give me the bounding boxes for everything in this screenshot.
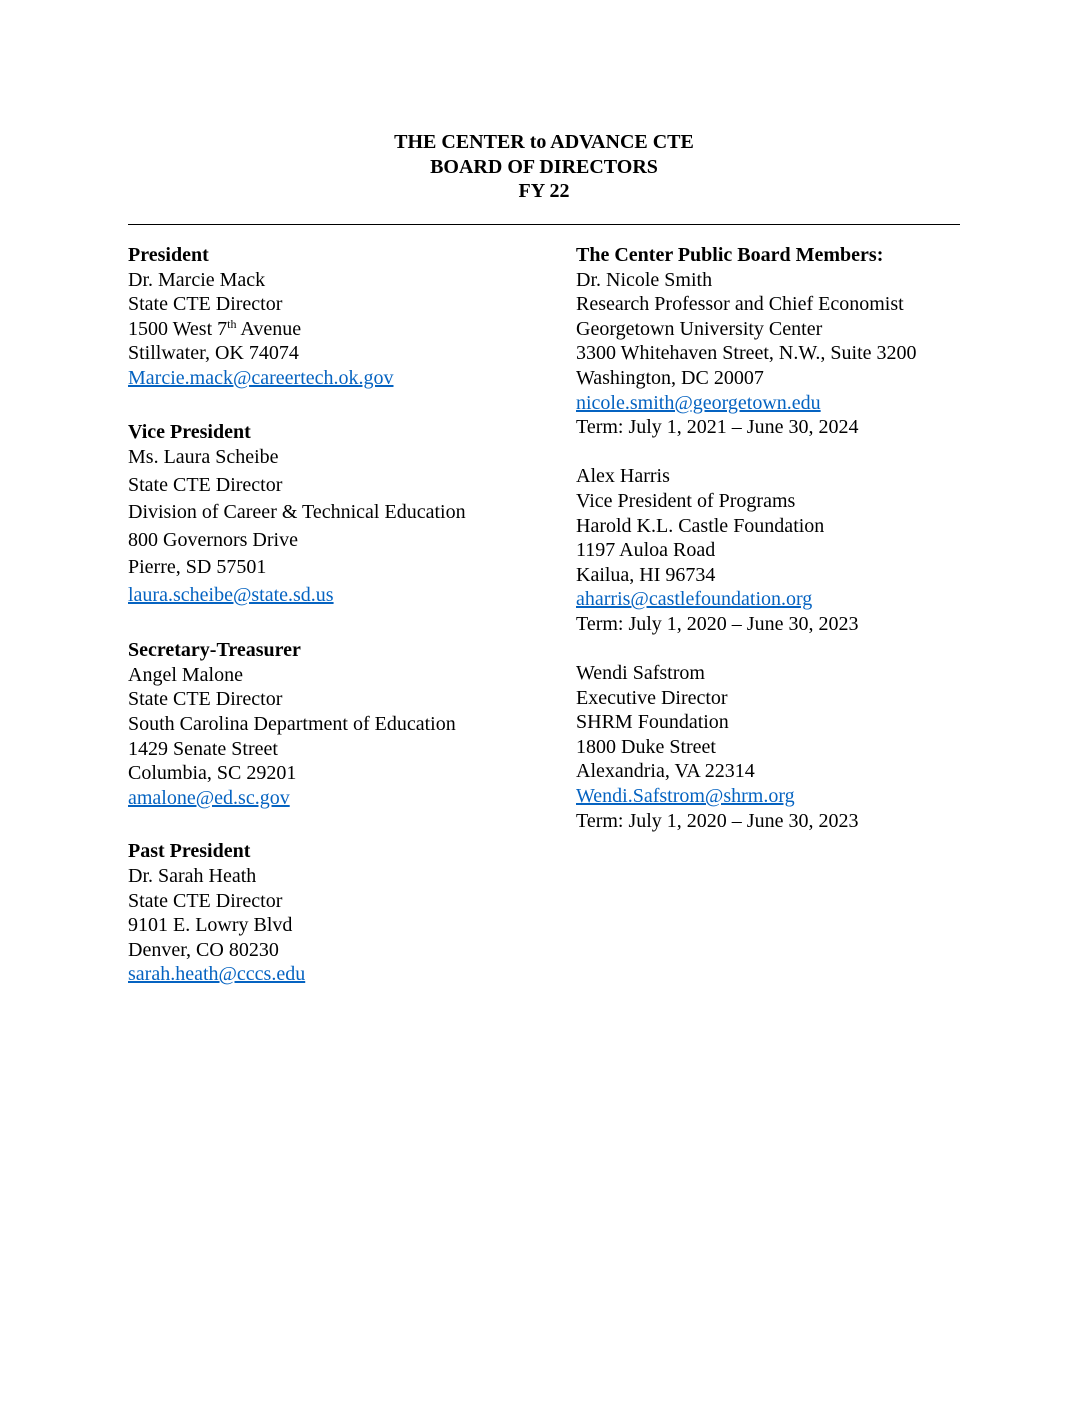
member-term: Term: July 1, 2021 – June 30, 2024 <box>576 416 859 439</box>
vice-president-city: Pierre, SD 57501 <box>128 556 267 579</box>
president-address-number: 1500 West 7 <box>128 317 228 340</box>
secretary-treasurer-org: South Carolina Department of Education <box>128 712 456 735</box>
spacer <box>576 440 996 465</box>
document-header <box>0 130 1088 204</box>
spacer <box>128 391 558 420</box>
president-address-street: Avenue <box>236 317 302 340</box>
member-name: Dr. Nicole Smith <box>576 268 713 291</box>
president-email-link[interactable]: Marcie.mack@careertech.ok.gov <box>128 366 394 389</box>
board-title: BOARD OF DIRECTORS <box>430 155 658 178</box>
past-president-city: Denver, CO 80230 <box>128 938 279 961</box>
secretary-treasurer-heading: Secretary-Treasurer <box>128 639 301 662</box>
president-heading: President <box>128 244 209 266</box>
member-title: Vice President of Programs <box>576 489 796 512</box>
past-president-block <box>128 839 558 987</box>
president-title: State CTE Director <box>128 293 283 316</box>
vice-president-name: Ms. Laura Scheibe <box>128 446 279 469</box>
secretary-treasurer-block <box>128 638 558 810</box>
officers-column <box>128 243 558 987</box>
president-name: Dr. Marcie Mack <box>128 268 266 291</box>
spacer <box>576 637 996 662</box>
secretary-treasurer-city: Columbia, SC 29201 <box>128 762 297 785</box>
president-block <box>128 243 558 391</box>
member-city: Alexandria, VA 22314 <box>576 760 755 783</box>
member-term: Term: July 1, 2020 – June 30, 2023 <box>576 809 859 832</box>
secretary-treasurer-title: State CTE Director <box>128 688 283 711</box>
member-block <box>576 464 996 636</box>
secretary-treasurer-address: 1429 Senate Street <box>128 737 278 760</box>
member-org: Georgetown University Center <box>576 317 823 340</box>
vice-president-title: State CTE Director <box>128 473 283 496</box>
member-city: Washington, DC 20007 <box>576 366 764 389</box>
vice-president-org: Division of Career & Technical Education <box>128 501 466 524</box>
fiscal-year: FY 22 <box>518 180 570 202</box>
member-org: SHRM Foundation <box>576 711 729 734</box>
member-address: 1800 Duke Street <box>576 735 716 758</box>
president-address <box>128 317 558 342</box>
member-address: 3300 Whitehaven Street, N.W., Suite 3200 <box>576 342 917 365</box>
member-term: Term: July 1, 2020 – June 30, 2023 <box>576 612 859 635</box>
member-email-link[interactable]: aharris@castlefoundation.org <box>576 588 813 611</box>
header-divider <box>128 224 960 225</box>
vice-president-address: 800 Governors Drive <box>128 528 298 551</box>
past-president-title: State CTE Director <box>128 889 283 912</box>
public-members-column <box>576 243 996 833</box>
president-city: Stillwater, OK 74074 <box>128 342 299 365</box>
member-name: Wendi Safstrom <box>576 662 705 685</box>
secretary-treasurer-email-link[interactable]: amalone@ed.sc.gov <box>128 786 290 809</box>
member-title: Executive Director <box>576 686 728 709</box>
secretary-treasurer-name: Angel Malone <box>128 663 243 686</box>
past-president-address: 9101 E. Lowry Blvd <box>128 914 293 937</box>
vice-president-block <box>128 420 558 610</box>
org-title: THE CENTER to ADVANCE CTE <box>394 131 694 153</box>
vice-president-email-link[interactable]: laura.scheibe@state.sd.us <box>128 583 334 606</box>
public-members-heading: The Center Public Board Members: <box>576 244 884 266</box>
spacer <box>128 810 558 839</box>
past-president-heading: Past President <box>128 840 251 863</box>
member-title: Research Professor and Chief Economist <box>576 293 904 316</box>
member-block <box>576 268 996 440</box>
member-block <box>576 661 996 833</box>
past-president-email-link[interactable]: sarah.heath@cccs.edu <box>128 963 306 986</box>
member-org: Harold K.L. Castle Foundation <box>576 514 825 537</box>
member-city: Kailua, HI 96734 <box>576 563 716 586</box>
member-email-link[interactable]: nicole.smith@georgetown.edu <box>576 391 821 414</box>
member-name: Alex Harris <box>576 465 670 488</box>
spacer <box>128 609 558 638</box>
vice-president-heading: Vice President <box>128 420 251 443</box>
member-email-link[interactable]: Wendi.Safstrom@shrm.org <box>576 785 795 808</box>
president-address-ordinal: th <box>227 316 237 331</box>
member-address: 1197 Auloa Road <box>576 539 716 562</box>
past-president-name: Dr. Sarah Heath <box>128 864 257 887</box>
